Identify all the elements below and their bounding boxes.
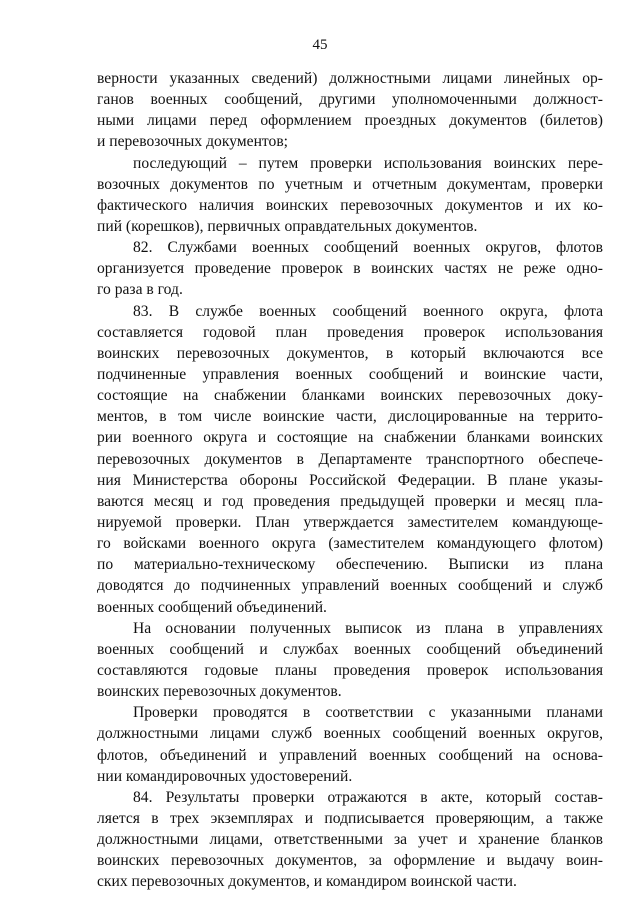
paragraph — [97, 618, 603, 703]
paragraph — [97, 68, 603, 153]
text-line: воинских перевозочных документов. — [97, 683, 342, 701]
text-line: организуется проведение проверок в воинских частях не реже одно- — [97, 260, 603, 278]
paragraph — [97, 787, 603, 893]
text-line: ния Министерства обороны Российской Федерации. В плане указы- — [97, 471, 603, 489]
text-line: ментов, в том числе воинские части, дислоцированные на террито- — [97, 408, 603, 426]
text-line: рии военного округа и состоящие на снабжении бланками воинских — [97, 429, 603, 447]
text-line: и перевозочных документов; — [97, 133, 289, 151]
text-line: последующий – путем проверки использования воинских пере- — [133, 154, 603, 172]
text-line: воинских перевозочных документов, в который включаются все — [97, 344, 603, 362]
text-line: должностными лицами, ответственными за учет и хранение бланков — [97, 831, 603, 849]
paragraph — [97, 237, 603, 300]
text-line: 82. Службами военных сообщений военных округов, флотов — [133, 239, 603, 257]
text-line: ными лицами перед оформлением проездных документов (билетов) — [97, 112, 603, 130]
page-number: 45 — [312, 37, 328, 53]
paragraph — [97, 702, 603, 787]
text-line: ляется в трех экземплярах и подписывается проверяющим, а также — [97, 809, 603, 827]
text-line: доводятся до подчиненных управлений военных сообщений и служб — [97, 577, 603, 595]
text-line: должностными лицами служб военных сообщений военных округов, — [97, 725, 603, 743]
text-line: составляются годовые планы проведения проверок использования — [97, 661, 603, 679]
text-line: флотов, объединений и управлений военных сообщений на основа- — [97, 746, 603, 764]
text-line: военных сообщений и службах военных сообщений объединений — [97, 640, 603, 658]
text-line: составляется годовой план проведения проверок использования — [97, 323, 603, 341]
text-line: нии командировочных удостоверений. — [97, 767, 353, 785]
text-line: военных сообщений объединений. — [97, 598, 327, 616]
text-line: подчиненные управления военных сообщений и воинские части, — [97, 365, 603, 383]
text-line: 84. Результаты проверки отражаются в акте, который состав- — [133, 788, 603, 806]
text-line: фактического наличия воинских перевозочных документов и их ко- — [97, 196, 603, 214]
text-line: состоящие на снабжении бланками воинских перевозочных доку- — [97, 387, 603, 405]
text-line: пий (корешков), первичных оправдательных документов. — [97, 217, 478, 235]
document-body — [97, 68, 603, 892]
text-line: перевозочных документов в Департаменте транспортного обеспече- — [97, 450, 603, 468]
text-line: нируемой проверки. План утверждается заместителем командующе- — [97, 513, 603, 531]
text-line: ганов военных сообщений, другими уполномоченными должност- — [97, 91, 603, 109]
paragraph — [97, 301, 603, 618]
text-line: ваются месяц и год проведения предыдущей проверки и месяц пла- — [97, 492, 603, 510]
text-line: 83. В службе военных сообщений военного округа, флота — [133, 302, 603, 320]
text-line: На основании полученных выписок из плана в управлениях — [133, 619, 603, 637]
paragraph — [97, 153, 603, 238]
text-line: Проверки проводятся в соответствии с указанными планами — [133, 704, 603, 722]
text-line: го войсками военного округа (заместителем командующего флотом) — [97, 535, 603, 553]
text-line: по материально-техническому обеспечению. Выписки из плана — [97, 556, 603, 574]
text-line: верности указанных сведений) должностными лицами линейных ор- — [97, 70, 603, 87]
text-line: ских перевозочных документов, и командиром воинской части. — [97, 873, 517, 891]
text-line: го раза в год. — [97, 281, 183, 299]
text-line: воинских перевозочных документов, за оформление и выдачу воин- — [97, 852, 603, 870]
text-line: возочных документов по учетным и отчетным документам, проверки — [97, 175, 603, 193]
